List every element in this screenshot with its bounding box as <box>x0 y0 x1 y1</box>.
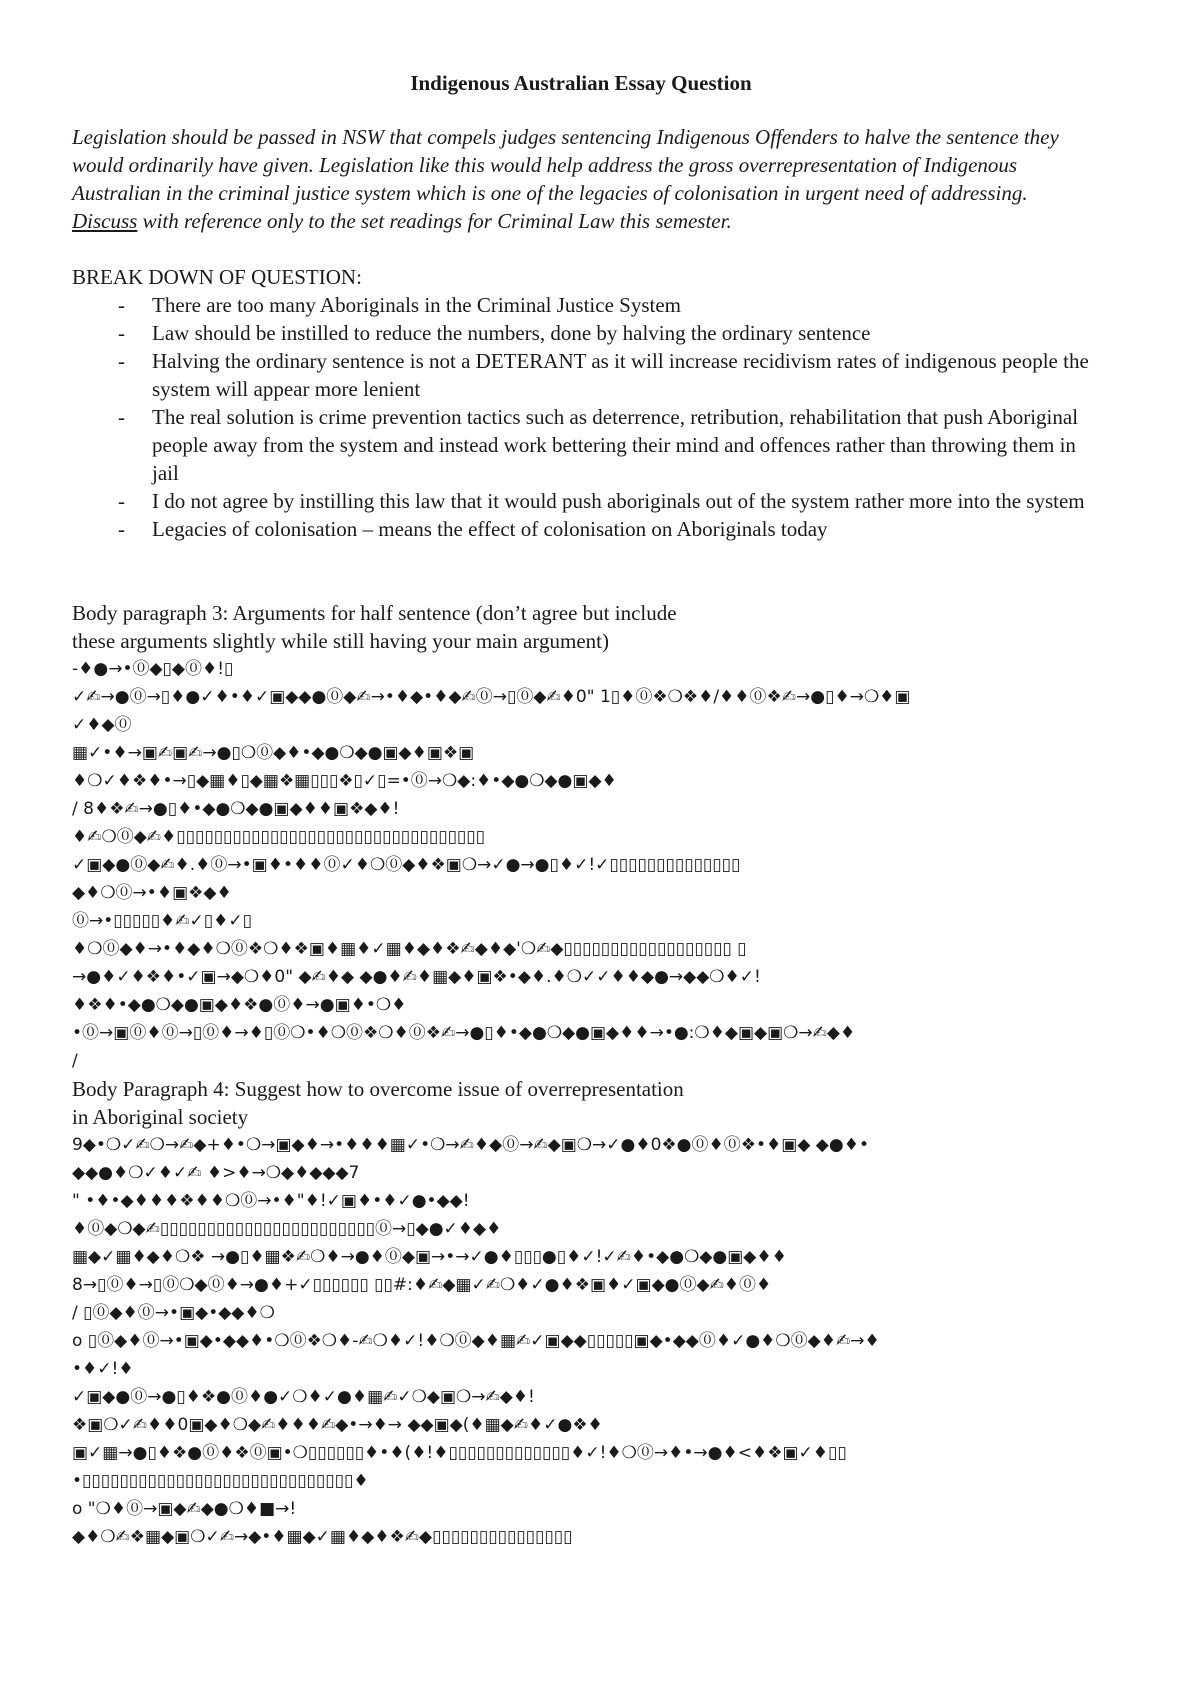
breakdown-list <box>72 291 1090 543</box>
garbled-text-line: ✓▣◆●⓪→●▯♦❖●⓪♦●✓❍♦✓●♦▦✍✓❍◆▣❍→✍◆♦! <box>72 1387 535 1408</box>
body-paragraph-3-heading: Body paragraph 3: Arguments for half sentence (don’t agree but include <box>72 601 677 626</box>
garbled-text-line: / <box>72 1051 78 1072</box>
garbled-text-line: ⓪→•▯▯▯▯▯♦✍✓▯♦✓▯ <box>72 911 252 932</box>
garbled-text-line: →●♦✓♦❖♦•✓▣→◆❍♦0" ◆✍♦◆ ◆●♦✍♦▦◆♦▣❖•◆♦.♦❍✓✓♦♦◆●→◆◆❍♦✓! <box>72 967 761 988</box>
breakdown-heading: BREAK DOWN OF QUESTION: <box>72 265 362 290</box>
garbled-text-line: / ▯⓪◆♦⓪→•▣◆•◆◆♦❍ <box>72 1303 275 1324</box>
garbled-text-line: o "❍♦⓪→▣◆✍◆●❍♦■→! <box>72 1499 297 1520</box>
garbled-text-line: ◆◆●♦❍✓♦✓✍ ♦>♦→❍◆♦◆◆◆7 <box>72 1163 360 1184</box>
garbled-text-line: ✓▣◆●⓪◆✍♦.♦⓪→•▣♦•♦♦⓪✓♦❍⓪◆♦❖▣❍→✓●→●▯♦✓!✓▯▯▯▯▯▯▯▯▯▯▯▯▯▯ <box>72 855 741 876</box>
body-paragraph-3 <box>72 599 1090 1075</box>
garbled-text-line: ▦✓•♦→▣✍▣✍→●▯❍⓪◆♦•◆●❍◆●▣◆♦▣❖▣ <box>72 743 475 764</box>
garbled-text-line: •⓪→▣⓪♦⓪→▯⓪♦→♦▯⓪❍•♦❍⓪❖❍♦⓪❖✍→●▯♦•◆●❍◆●▣◆♦♦→•●:❍♦◆▣◆▣❍→✍◆♦ <box>72 1023 856 1044</box>
body-paragraph-3-heading-cont: these arguments slightly while still having your main argument) <box>72 629 609 654</box>
breakdown-item: - There are too many Aboriginals in the Criminal Justice System <box>72 291 1090 319</box>
garbled-text-line: ✓♦◆⓪ <box>72 715 132 736</box>
breakdown-item: - Legacies of colonisation – means the effect of colonisation on Aboriginals today <box>72 515 1090 543</box>
garbled-text-line: ♦❍⓪◆♦→•♦◆♦❍⓪❖❍♦❖▣♦▦♦✓▦♦◆♦❖✍◆♦◆'❍✍◆▯▯▯▯▯▯▯▯▯▯▯▯▯▯▯▯▯▯ ▯ <box>72 939 747 960</box>
essay-question <box>72 123 1090 235</box>
breakdown-item: - Law should be instilled to reduce the numbers, done by halving the ordinary sentence <box>72 319 1090 347</box>
garbled-text-line: ❖▣❍✓✍♦♦0▣◆♦❍◆✍♦♦♦✍◆•→♦→ ◆◆▣◆(♦▦◆✍♦✓●❖♦ <box>72 1415 603 1436</box>
garbled-text-line: ▣✓▦→●▯♦❖●⓪♦❖⓪▣•❍▯▯▯▯▯▯♦•♦(♦!♦▯▯▯▯▯▯▯▯▯▯▯▯▯♦✓!♦❍⓪→♦•→●♦<♦❖▣✓♦▯▯ <box>72 1443 847 1464</box>
garbled-text-line: ♦⓪◆❍◆✍▯▯▯▯▯▯▯▯▯▯▯▯▯▯▯▯▯▯▯▯▯▯▯⓪→▯◆●✓♦◆♦ <box>72 1219 502 1240</box>
document-title: Indigenous Australian Essay Question <box>410 71 752 95</box>
garbled-text-line: 9◆•❍✓✍❍→✍◆+♦•❍→▣◆♦→•♦♦♦▦✓•❍→✍♦◆⓪→✍◆▣❍→✓●♦0❖●⓪♦⓪❖•♦▣◆ ◆●♦• <box>72 1135 869 1156</box>
breakdown-item: - Halving the ordinary sentence is not a DETERANT as it will increase recidivism rates of indigenous people the system will appear more lenient <box>72 347 1090 403</box>
body-paragraph-4 <box>72 1075 1090 1551</box>
breakdown-item: - I do not agree by instilling this law that it would push aboriginals out of the system rather more into the system <box>72 487 1090 515</box>
body-paragraph-4-heading: Body Paragraph 4: Suggest how to overcome issue of overrepresentation <box>72 1077 684 1102</box>
garbled-text-line: 8→▯⓪♦→▯⓪❍◆⓪♦→●♦+✓▯▯▯▯▯▯ ▯▯#:♦✍◆▦✓✍❍♦✓●♦❖▣♦✓▣◆●⓪◆✍♦⓪♦ <box>72 1275 772 1296</box>
essay-question-text-end: with reference only to the set readings for Criminal Law this semester. <box>137 209 732 234</box>
garbled-text-line: •♦✓!♦ <box>72 1359 134 1380</box>
breakdown-item: - The real solution is crime prevention tactics such as deterrence, retribution, rehabilitation that push Aboriginal people away from the system and instead work bettering their mind and offences rather than throwing them in jail <box>72 403 1090 487</box>
essay-question-text: Legislation should be passed in NSW that compels judges sentencing Indigenous Offenders to halve the sentence they would ordinarily have given. Legislation like this would help address the gross overrepresentation of Indigenous Australian in the criminal justice system which is one of the legacies of colonisation in urgent need of addressing. <box>72 125 1059 206</box>
body-paragraph-4-heading-cont: in Aboriginal society <box>72 1105 249 1130</box>
garbled-text-line: ♦✍❍⓪◆✍♦▯▯▯▯▯▯▯▯▯▯▯▯▯▯▯▯▯▯▯▯▯▯▯▯▯▯▯▯▯▯▯▯▯ <box>72 827 485 848</box>
garbled-text-line: o ▯⓪◆♦⓪→•▣◆•◆◆♦•❍⓪❖❍♦-✍❍♦✓!♦❍⓪◆♦▦✍✓▣◆◆▯▯▯▯▯▣◆•◆◆⓪♦✓●♦❍⓪◆♦✍→♦ <box>72 1331 880 1352</box>
garbled-text-line: ✓✍→●⓪→▯♦●✓♦•♦✓▣◆◆●⓪◆✍→•♦◆•♦◆✍⓪→▯⓪◆✍♦0" 1▯♦⓪❖❍❖♦/♦♦⓪❖✍→●▯♦→❍♦▣ <box>72 687 911 708</box>
garbled-text-line: •▯▯▯▯▯▯▯▯▯▯▯▯▯▯▯▯▯▯▯▯▯▯▯▯▯▯▯▯▯♦ <box>72 1471 369 1492</box>
garbled-text-line: ◆♦❍✍❖▦◆▣❍✓✍→◆•♦▦◆✓▦♦◆♦❖✍◆▯▯▯▯▯▯▯▯▯▯▯▯▯▯▯ <box>72 1527 573 1548</box>
garbled-text-line: ♦❍✓♦❖♦•→▯◆▦♦▯◆▦❖▦▯▯▯❖▯✓▯=•⓪→❍◆:♦•◆●❍◆●▣◆♦ <box>72 771 617 792</box>
garbled-text-line: ♦❖♦•◆●❍◆●▣◆♦❖●⓪♦→●▣♦•❍♦ <box>72 995 407 1016</box>
garbled-text-line: " •♦•◆♦♦♦❖♦♦❍⓪→•♦"♦!✓▣♦•♦✓●•◆◆! <box>72 1191 470 1212</box>
garbled-text-line: ▦◆✓▦♦◆♦❍❖ →●▯♦▦❖✍❍♦→●♦⓪◆▣→•→✓●♦▯▯▯●▯♦✓!✓✍♦•◆●❍◆●▣◆♦♦ <box>72 1247 787 1268</box>
garbled-text-line: / 8♦❖✍→●▯♦•◆●❍◆●▣◆♦♦▣❖◆♦! <box>72 799 400 820</box>
garbled-text-line: -♦●→•⓪◆▯◆⓪♦!▯ <box>72 659 234 680</box>
garbled-text-line: ◆♦❍⓪→•♦▣❖◆♦ <box>72 883 232 904</box>
discuss-keyword: Discuss <box>72 209 138 234</box>
